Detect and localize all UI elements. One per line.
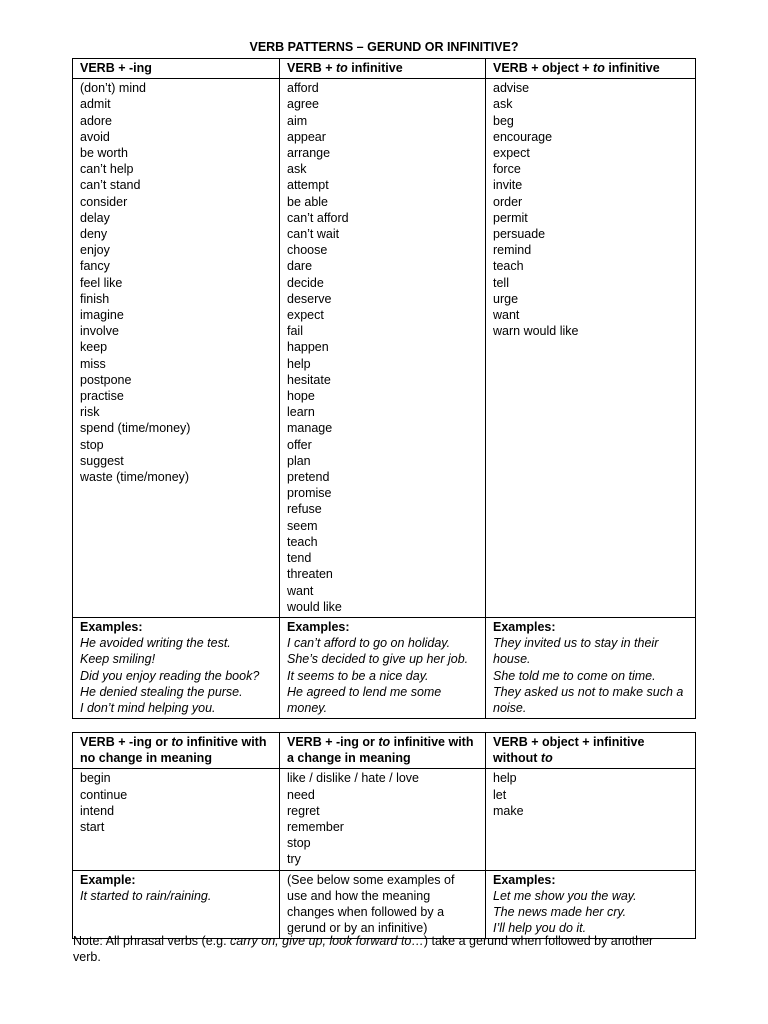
examples-label: Examples: xyxy=(493,619,556,634)
verb-item: can’t wait xyxy=(287,227,340,242)
header-verb-object-to-infinitive: VERB + object + to infinitive xyxy=(486,59,696,79)
example-sentence: Keep smiling! xyxy=(80,652,156,667)
header-verb-to-infinitive: VERB + to infinitive xyxy=(280,59,486,79)
verb-item: delay xyxy=(80,210,110,225)
example-sentence: money. xyxy=(287,700,328,715)
verb-item: learn xyxy=(287,405,315,420)
verb-item: remember xyxy=(287,820,344,835)
explanation-line: (See below some examples of xyxy=(287,872,455,887)
list-verb-to-infinitive xyxy=(280,79,486,618)
verb-item: be able xyxy=(287,194,329,209)
verb-item: would like xyxy=(287,599,342,614)
examples-label: Examples: xyxy=(80,619,143,634)
verb-item: keep xyxy=(80,340,108,355)
verb-item: appear xyxy=(287,129,326,144)
verb-item: urge xyxy=(493,291,519,306)
verb-item: manage xyxy=(287,421,333,436)
verb-item: decide xyxy=(287,275,324,290)
header-verb-ing: VERB + -ing xyxy=(73,59,280,79)
verb-item: deserve xyxy=(287,291,332,306)
verb-item: adore xyxy=(80,113,112,128)
verb-item: threaten xyxy=(287,567,333,582)
verb-item: advise xyxy=(493,81,530,96)
explanation-line: changes when followed by a xyxy=(287,905,445,920)
verb-item: choose xyxy=(287,243,328,258)
verb-item: waste (time/money) xyxy=(80,470,190,485)
list-no-change xyxy=(73,769,280,870)
verb-item: remind xyxy=(493,243,532,258)
verb-item: beg xyxy=(493,113,514,128)
verb-item: admit xyxy=(80,97,111,112)
example-sentence: Did you enjoy reading the book? xyxy=(80,668,260,683)
verb-item: try xyxy=(287,852,301,867)
verb-item: miss xyxy=(80,356,106,371)
verb-item: stop xyxy=(287,836,311,851)
verb-item: start xyxy=(80,820,105,835)
list-verb-ing xyxy=(73,79,280,618)
verb-item: let xyxy=(493,787,507,802)
example-sentence: The news made her cry. xyxy=(493,905,627,920)
verb-item: can’t afford xyxy=(287,210,349,225)
list-verb-object-to-infinitive xyxy=(486,79,696,618)
examples-verb-object-to-infinitive xyxy=(486,617,696,718)
example-sentence: It started to rain/raining. xyxy=(80,888,212,903)
example-sentence: I’ll help you do it. xyxy=(493,921,587,936)
verb-item: attempt xyxy=(287,178,329,193)
examples-label: Examples: xyxy=(493,872,556,887)
verb-item: hope xyxy=(287,389,315,404)
verb-item: spend (time/money) xyxy=(80,421,191,436)
explanation-line: gerund or by an infinitive) xyxy=(287,921,428,936)
example-sentence: house. xyxy=(493,652,531,667)
header-row xyxy=(73,59,696,79)
verb-item: teach xyxy=(493,259,524,274)
verb-patterns-table xyxy=(72,58,696,719)
verb-item: make xyxy=(493,803,524,818)
verb-item: expect xyxy=(287,308,324,323)
verb-item: happen xyxy=(287,340,329,355)
example-sentence: I don’t mind helping you. xyxy=(80,700,216,715)
examples-without-to xyxy=(486,870,696,939)
verb-item: intend xyxy=(80,803,115,818)
examples-label: Example: xyxy=(80,872,136,887)
verb-item: begin xyxy=(80,771,111,786)
verb-item: refuse xyxy=(287,502,322,517)
verb-item: plan xyxy=(287,453,311,468)
examples-no-change xyxy=(73,870,280,939)
verb-item: order xyxy=(493,194,523,209)
header-row xyxy=(73,733,696,769)
verb-item: encourage xyxy=(493,129,553,144)
example-sentence: They invited us to stay in their xyxy=(493,636,659,651)
verb-item: expect xyxy=(493,146,530,161)
verb-item: continue xyxy=(80,787,128,802)
list-change xyxy=(280,769,486,870)
verb-item: ask xyxy=(493,97,513,112)
explanation-line: use and how the meaning xyxy=(287,888,431,903)
verb-item: stop xyxy=(80,437,104,452)
header-object-infinitive-without-to: VERB + object + infinitive without to xyxy=(486,733,696,769)
example-sentence: It seems to be a nice day. xyxy=(287,668,429,683)
verb-item: be worth xyxy=(80,146,128,161)
verb-item: want xyxy=(287,583,314,598)
verb-item: risk xyxy=(80,405,100,420)
verb-item: involve xyxy=(80,324,119,339)
verb-item: pretend xyxy=(287,470,330,485)
verb-item: feel like xyxy=(80,275,123,290)
example-sentence: She’s decided to give up her job. xyxy=(287,652,469,667)
examples-row xyxy=(73,617,696,718)
verb-item: can’t stand xyxy=(80,178,141,193)
verb-item: permit xyxy=(493,210,528,225)
verb-item: (don’t) mind xyxy=(80,81,146,96)
verb-item: afford xyxy=(287,81,319,96)
example-sentence: He agreed to lend me some xyxy=(287,684,442,699)
example-sentence: He avoided writing the test. xyxy=(80,636,231,651)
verb-item: teach xyxy=(287,534,318,549)
header-ing-or-to-no-change: VERB + -ing or to infinitive with no change in meaning xyxy=(73,733,280,769)
verb-item: help xyxy=(493,771,517,786)
verb-item: imagine xyxy=(80,308,124,323)
verb-item: like / dislike / hate / love xyxy=(287,771,420,786)
verb-item: suggest xyxy=(80,453,124,468)
verb-item: invite xyxy=(493,178,523,193)
verb-item: fail xyxy=(287,324,303,339)
verb-item: force xyxy=(493,162,521,177)
verbs-row xyxy=(73,769,696,870)
page-title: VERB PATTERNS – GERUND OR INFINITIVE? xyxy=(249,40,519,54)
verb-item: tell xyxy=(493,275,509,290)
explanation-change xyxy=(280,870,486,939)
verbs-row xyxy=(73,79,696,618)
example-sentence: Let me show you the way. xyxy=(493,888,637,903)
list-without-to xyxy=(486,769,696,870)
verb-item: hesitate xyxy=(287,372,331,387)
verb-item: need xyxy=(287,787,315,802)
verb-item: practise xyxy=(80,389,124,404)
examples-row xyxy=(73,870,696,939)
phrasal-verbs-note: Note: All phrasal verbs (e.g. carry on, give up, look forward to…) take a gerund when followed by another verb. xyxy=(73,934,654,964)
verb-item: dare xyxy=(287,259,313,274)
verb-item: deny xyxy=(80,227,108,242)
verb-item: warn would like xyxy=(493,324,579,339)
example-sentence: They asked us not to make such a xyxy=(493,684,684,699)
verb-item: offer xyxy=(287,437,312,452)
examples-verb-ing xyxy=(73,617,280,718)
verb-item: arrange xyxy=(287,146,331,161)
verb-item: want xyxy=(493,308,520,323)
verb-item: persuade xyxy=(493,227,546,242)
verb-item: agree xyxy=(287,97,319,112)
verb-item: consider xyxy=(80,194,128,209)
verb-item: help xyxy=(287,356,311,371)
header-ing-or-to-change: VERB + -ing or to infinitive with a change in meaning xyxy=(280,733,486,769)
verb-item: tend xyxy=(287,551,312,566)
verb-item: can’t help xyxy=(80,162,134,177)
example-sentence: He denied stealing the purse. xyxy=(80,684,243,699)
verb-item: enjoy xyxy=(80,243,110,258)
verb-item: avoid xyxy=(80,129,110,144)
verb-item: ask xyxy=(287,162,307,177)
verb-item: seem xyxy=(287,518,318,533)
example-sentence: I can’t afford to go on holiday. xyxy=(287,636,451,651)
verb-item: finish xyxy=(80,291,110,306)
example-sentence: She told me to come on time. xyxy=(493,668,656,683)
verb-item: regret xyxy=(287,803,320,818)
verb-item: fancy xyxy=(80,259,110,274)
examples-label: Examples: xyxy=(287,619,350,634)
verb-item: aim xyxy=(287,113,308,128)
verb-patterns-table-2 xyxy=(72,732,696,939)
example-sentence: noise. xyxy=(493,700,527,715)
examples-verb-to-infinitive xyxy=(280,617,486,718)
verb-item: postpone xyxy=(80,372,132,387)
verb-item: promise xyxy=(287,486,332,501)
